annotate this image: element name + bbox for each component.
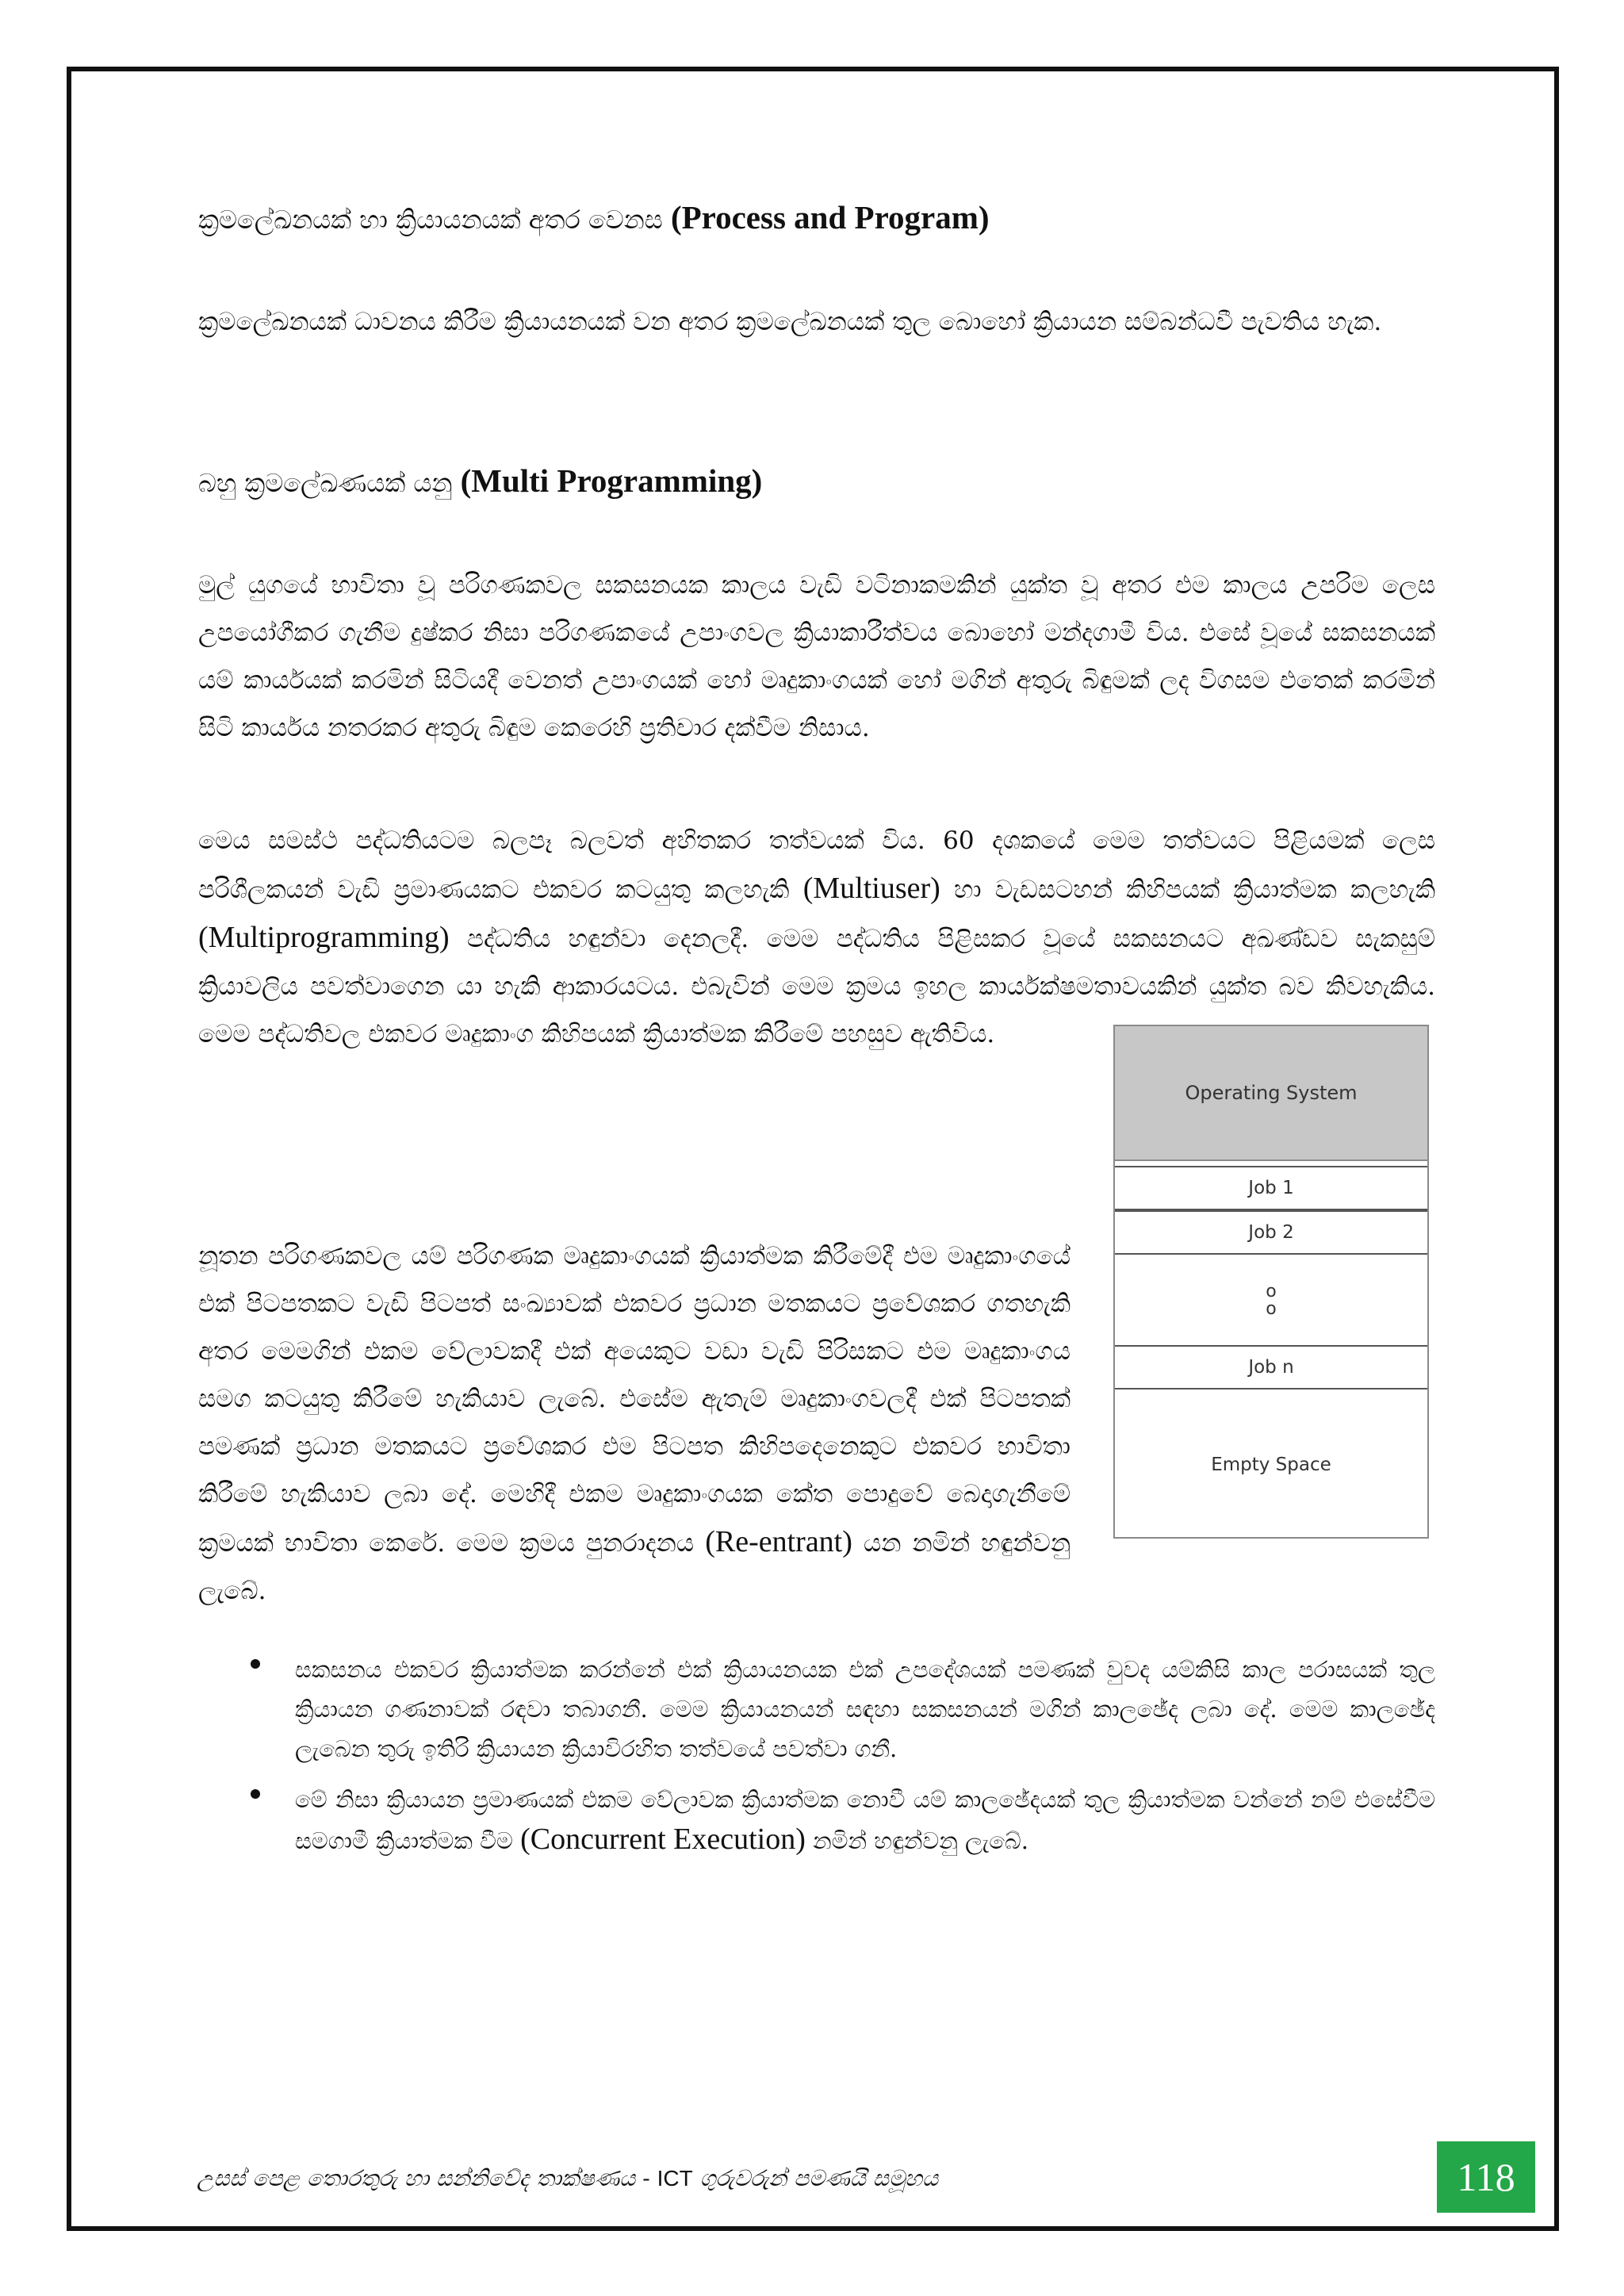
empty-space-segment — [1115, 1391, 1427, 1539]
section-heading-process-program — [198, 194, 1435, 243]
paragraph-part: යන නමින් හඳුන්වනු ලැබේ. — [198, 1529, 1071, 1605]
paragraph-part: නූතන පරිගණකවල යම් පරිගණක මෘදුකාංගයක් ක්‍රියාත්මක කිරීමේදී එම මෘදුකාංගයේ එක් පිටපතකට වැඩි පිටපත් සංඛ්‍යාවක් එකවර ප්‍රධාන මතකයට ප්‍රවේශකර ගතහැකි අතර මෙමගින් එකම වේලාවකදී එක් අයෙකුට වඩා වැඩි පිරිසකට එම මෘදුකාංගය සමග කටයුතු කිරීමේ හැකියාව ලැබේ. එසේම ඇතැම් මෘදුකාංගවලදී එක් පිටපතක් පමණක් ප්‍රධාන මතකයට ප්‍රවේශකර එම පිටපත කිහිපදෙනෙකුට එකවර භාවිතා කිරීමේ හැකියාව ලබා දේ. මෙහිදී එකම මෘදුකාංගයක කේත පොදුවේ බෙදාගැනීමේ ක්‍රමයක් භාවිතා කෙරේ. මෙම ක්‍රමය පුනරාදනය — [198, 1242, 1071, 1558]
paragraph-part: පද්ධතිය හඳුන්වා දෙනලදී. මෙම පද්ධතිය පිළිසකර වූයේ සකසනයට අඛණ්ඩව සැකසුම් ක්‍රියාවලිය පවත්වාගෙන යා හැකි ආකාරයටය. එබැවින් මෙම ක්‍රමය ඉහල කාර්යක්ෂමතාවයකින් යුක්ත බව කිවහැකිය. මෙම පද්ධතිවල එකවර මෘදුකාංග කිහිපයක් ක්‍රියාත්මක කිරීමේ පහසුව ඇතිවිය. — [198, 925, 1435, 1048]
continuation-symbol: o — [1266, 1299, 1277, 1319]
segment-label: Operating System — [1185, 1082, 1358, 1104]
multiprogramming-paragraph-2 — [198, 817, 1435, 1058]
segment-label: Job 2 — [1248, 1222, 1294, 1243]
heading-en: (Multi Programming) — [460, 462, 763, 499]
continuation-segment — [1115, 1256, 1427, 1345]
page-number-badge — [1437, 2141, 1535, 2213]
list-item — [198, 1650, 1435, 1769]
bullet-list — [198, 1650, 1435, 1872]
section-paragraph-process-program — [198, 298, 1435, 346]
segment-label: Job 1 — [1248, 1178, 1294, 1198]
section-heading-multiprogramming — [198, 457, 1435, 507]
operating-system-segment — [1115, 1026, 1427, 1161]
paragraph-text: ක්‍රමලේඛනයක් ධාවනය කිරීම ක්‍රියායනයක් වන අතර ක්‍රමලේඛනයක් තුල බොහෝ ක්‍රියායන සම්බන්ධවී පැවතිය හැක. — [198, 308, 1382, 336]
paragraph-part: මෙය සමස්ථ පද්ධතියටම බලපෑ බලවත් අහිතකර තත්වයක් විය. 60 දශකයේ මෙම තත්වයට පිළියමක් ලෙස පරිශීලකයන් වැඩි ප්‍රමාණයකට එකවර කටයුතු කලහැකි — [198, 826, 1435, 904]
bullet-icon — [251, 1659, 260, 1669]
list-item — [198, 1780, 1435, 1861]
paragraph-english-term: (Multiuser) — [802, 872, 940, 905]
segment-label: Empty Space — [1211, 1455, 1331, 1475]
multiprogramming-paragraph-1 — [198, 562, 1435, 752]
footer-text — [197, 2165, 938, 2192]
list-item-english-term: (Concurrent Execution) — [520, 1823, 806, 1856]
memory-layout-diagram — [1113, 1025, 1429, 1539]
page-number: 118 — [1457, 2155, 1515, 2199]
list-item-text: මේ නිසා ක්‍රියායන ප්‍රමාණයක් එකම වේලාවක ක්‍රියාත්මක නොවී යම් කාලඡේදයක් තුල ක්‍රියාත්මක වන්නේ නම් එසේවීම සමගාමී ක්‍රියාත්මක වීම — [295, 1786, 1435, 1854]
segment-label: Job n — [1248, 1357, 1294, 1378]
multiprogramming-paragraph-3 — [198, 1232, 1071, 1615]
list-item-text: සකසනය එකවර ක්‍රියාත්මක කරන්නේ එක් ක්‍රියායනයක එක් උපදේශයක් පමණක් වුවද යම්කිසි කාල පරාසයක් තුල ක්‍රියායන ගණනාවක් රඳවා තබාගනී. මෙම ක්‍රියායනයන් සඳහා සකසනයන් මගින් කාලඡේද ලබා දේ. මෙම කාලඡේද ලැබෙන තුරු ඉතිරි ක්‍රියායන ක්‍රියාවිරහිත තත්වයේ පවත්වා ගනී. — [295, 1656, 1435, 1762]
job-n-segment — [1115, 1345, 1427, 1389]
paragraph-english-term: (Re-entrant) — [705, 1525, 852, 1558]
continuation-symbol: o — [1266, 1282, 1277, 1301]
job-2-segment — [1115, 1210, 1427, 1255]
paragraph-text: මුල් යුගයේ භාවිතා වූ පරිගණකවල සකසනයක කාලය වැඩි වටිනාකමකින් යුක්ත වූ අතර එම කාලය උපරිම ලෙස උපයෝගීකර ගැනීම දුෂ්කර නිසා පරිගණකයේ උපාංගවල ක්‍රියාකාරීත්වය බොහෝ මන්දගාමී විය. එසේ වූයේ සකසනයක් යම් කාර්යයක් කරමින් සිටියදී වෙනත් උපාංගයක් හෝ මෘදුකාංගයක් හෝ මගින් අතුරු බිඳුමක් ලද විගසම එතෙක් කරමින් සිටි කාර්යය නතරකර අතුරු බිඳුම කෙරෙහි ප්‍රතිචාර දක්වීම නිසාය. — [198, 571, 1435, 742]
paragraph-english-term: (Multiprogramming) — [198, 921, 450, 954]
paragraph-text — [198, 1232, 1071, 1615]
footer-part: උසස් පෙළ තොරතුරු හා සන්නිවේද තාක්ෂණය - — [197, 2165, 650, 2191]
paragraph-part: හා වැඩසටහන් කිහිපයක් ක්‍රියාත්මක කලහැකි — [954, 876, 1436, 904]
job-1-segment — [1115, 1166, 1427, 1210]
footer-part: ICT — [657, 2166, 693, 2191]
list-item-text: නමින් හඳුන්වනු ලැබේ. — [813, 1827, 1028, 1854]
heading-si: ක්‍රමලේඛනයක් හා ක්‍රියායනයක් අතර වෙනස — [198, 205, 663, 235]
paragraph-text — [198, 817, 1435, 1058]
heading-si: බහු ක්‍රමලේඛණයක් යනු — [198, 468, 453, 498]
bullet-icon — [251, 1789, 260, 1799]
footer-part: ගුරුවරුන් පමණයි සමූහය — [699, 2165, 939, 2191]
heading-en: (Process and Program) — [670, 199, 990, 236]
